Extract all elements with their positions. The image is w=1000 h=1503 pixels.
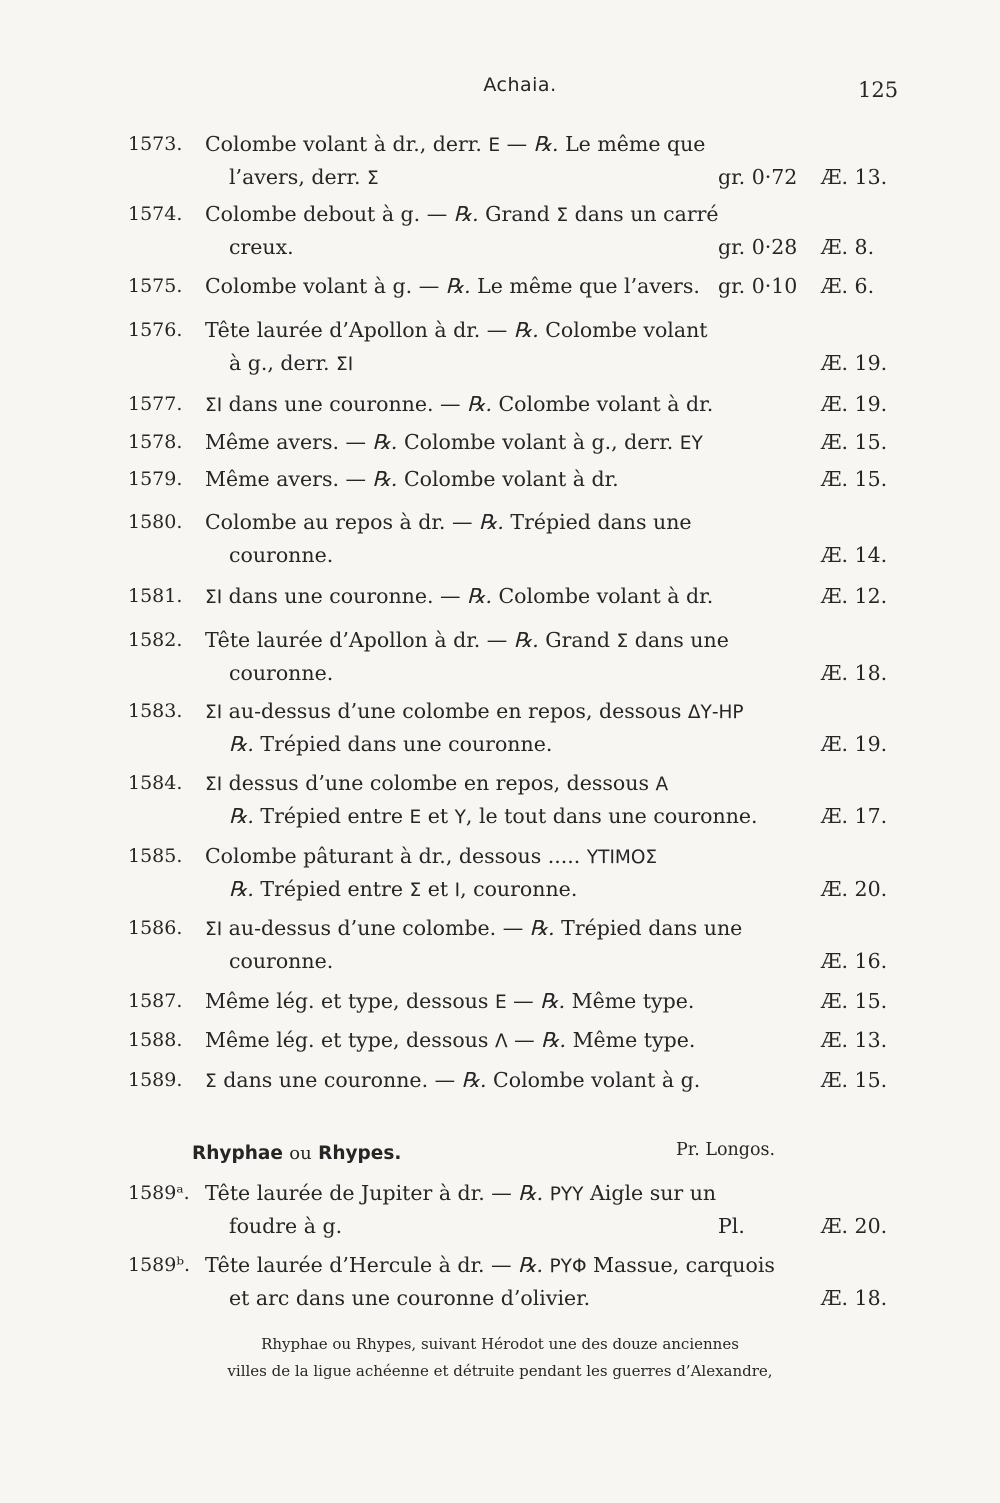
entry-description [205, 1024, 695, 1058]
description-text: dans une couronne. — [216, 1068, 462, 1092]
entry-number: 1581. [128, 585, 183, 607]
coin-metal-size: Æ. 15. [821, 467, 888, 491]
coin-metal-size: Æ. 6. [821, 274, 875, 298]
description-text: et [421, 877, 455, 901]
entry-line [0, 1210, 1000, 1243]
reverse-mark: ℞. [461, 1068, 487, 1092]
entry-line [0, 1282, 1000, 1315]
section-credit: Pr. Longos. [676, 1140, 776, 1160]
description-text: Colombe au repos à dr. — [205, 510, 479, 534]
entry-line [0, 728, 1000, 761]
coin-metal-size: Æ. 13. [821, 1028, 888, 1052]
catalogue-entry [0, 985, 1000, 1018]
greek-legend: Ι [454, 880, 461, 901]
entry-number: 1577. [128, 393, 183, 415]
catalogue-entry [0, 624, 1000, 690]
coin-metal-size: Æ. 12. [821, 584, 888, 608]
coin-metal-size: Æ. 20. [821, 877, 888, 901]
entry-line [0, 463, 1000, 496]
entry-description [205, 426, 703, 460]
coin-metal-size: Æ. 17. [821, 804, 888, 828]
greek-legend: Σ [409, 880, 422, 901]
entry-line [0, 800, 1000, 833]
catalogue-entry [0, 128, 1000, 194]
entry-description [205, 314, 708, 347]
entry-line [0, 1024, 1000, 1057]
description-text: dans une couronne. — [222, 392, 468, 416]
reverse-mark: ℞. [229, 804, 254, 828]
catalogue-entry [0, 840, 1000, 906]
description-text: Massue, carquois [586, 1253, 775, 1277]
greek-legend: Σ [616, 631, 629, 652]
entry-line [0, 873, 1000, 906]
entry-number: 1576. [128, 319, 183, 341]
greek-legend: Λ [494, 1031, 508, 1052]
description-text: Colombe volant à g. — [205, 274, 446, 298]
coin-metal-size: Æ. 8. [821, 235, 875, 259]
catalogue-entry [0, 314, 1000, 380]
description-text: Même lég. et type, dessous [205, 1028, 495, 1052]
description-text: Le même que [558, 132, 706, 156]
entry-number: 1587. [128, 990, 183, 1012]
footnote [150, 1331, 850, 1385]
entry-description [205, 388, 713, 422]
entry-description [229, 347, 353, 381]
entry-description [205, 985, 694, 1019]
greek-legend: Α [655, 774, 669, 795]
footnote-line: villes de la ligue achéenne et détruite pendant les guerres d’Alexandre, [227, 1362, 773, 1380]
description-text: Trépied dans une [503, 510, 692, 534]
greek-legend: ΡΥΥ [549, 1184, 584, 1205]
description-text: Même lég. et type, dessous [205, 989, 495, 1013]
greek-legend: ΣΙ [205, 395, 223, 416]
section-place-2: Rhypes. [318, 1143, 402, 1164]
entry-description [229, 800, 758, 834]
coin-weight: gr. 0·28 [718, 235, 798, 259]
description-text: dans un carré [568, 202, 719, 226]
entry-description [205, 463, 619, 496]
entry-number: 1589ᵇ. [128, 1254, 190, 1276]
entry-description [205, 580, 713, 614]
entry-number: 1574. [128, 203, 183, 225]
catalogue-entry [0, 426, 1000, 459]
coin-metal-size: Æ. 14. [821, 543, 888, 567]
entry-description [229, 873, 577, 907]
coin-metal-size: Æ. 20. [821, 1214, 888, 1238]
entry-line [0, 231, 1000, 264]
description-text: Colombe pâturant à dr., dessous ..... [205, 844, 587, 868]
greek-legend: Ε [494, 992, 507, 1013]
entry-line [0, 912, 1000, 945]
coin-metal-size: Æ. 15. [821, 430, 888, 454]
greek-legend: ΣΙ [336, 354, 354, 375]
entry-number: 1573. [128, 133, 183, 155]
entry-description [229, 1210, 342, 1243]
entry-description [205, 128, 705, 162]
description-text: Trépied entre [253, 877, 410, 901]
entry-line [0, 624, 1000, 657]
greek-legend: ΣΙ [205, 774, 223, 795]
greek-legend: Σ [205, 1071, 217, 1092]
entry-description [229, 657, 333, 690]
footnote-line: Rhyphae ou Rhypes, suivant Hérodot une des douze anciennes [261, 1335, 739, 1353]
entry-description [205, 1064, 700, 1098]
entry-line [0, 539, 1000, 572]
greek-legend: ΔΥ-ΗΡ [687, 702, 744, 723]
description-text: au-dessus d’une colombe. — [222, 916, 530, 940]
entry-description [205, 912, 742, 946]
description-text: Colombe volant à dr. [397, 467, 619, 491]
catalogue-entry [0, 270, 1000, 303]
entry-number: 1583. [128, 700, 183, 722]
entry-line [0, 506, 1000, 539]
entry-line [0, 985, 1000, 1018]
catalogue-entry [0, 198, 1000, 264]
description-text: au-dessus d’une colombe en repos, dessous [222, 699, 688, 723]
entry-number: 1584. [128, 772, 183, 794]
coin-weight: gr. 0·72 [718, 165, 798, 189]
entry-line [0, 840, 1000, 873]
coin-metal-size: Æ. 15. [821, 989, 888, 1013]
reverse-mark: ℞. [229, 877, 254, 901]
catalogue-entry [0, 463, 1000, 496]
entry-number: 1586. [128, 917, 183, 939]
reverse-mark: ℞. [453, 202, 479, 226]
coin-metal-size: Æ. 18. [821, 1286, 888, 1310]
coin-metal-size: Æ. 19. [821, 351, 888, 375]
entry-line [0, 198, 1000, 231]
description-text: Colombe volant à g. [486, 1068, 701, 1092]
greek-legend: Σ [367, 168, 379, 189]
entry-number: 1585. [128, 845, 183, 867]
description-text: Aigle sur un [583, 1181, 717, 1205]
entry-description [229, 161, 379, 195]
entry-description [205, 840, 657, 874]
entry-number: 1579. [128, 468, 183, 490]
entry-line [0, 945, 1000, 978]
description-text: — [500, 132, 534, 156]
catalogue-entry [0, 912, 1000, 978]
entry-line [0, 695, 1000, 728]
catalogue-entry [0, 1024, 1000, 1057]
coin-weight: gr. 0·10 [718, 274, 798, 298]
description-text: Colombe debout à g. — [205, 202, 454, 226]
reverse-mark: ℞. [529, 916, 555, 940]
greek-legend: Υ [454, 807, 466, 828]
reverse-mark: ℞. [513, 318, 539, 342]
entry-line [0, 657, 1000, 690]
greek-legend: ΣΙ [205, 587, 223, 608]
description-text: , couronne. [460, 877, 578, 901]
coin-weight: Pl. [718, 1214, 745, 1238]
reverse-mark: ℞. [467, 392, 492, 416]
description-text: Trépied dans une couronne. [253, 732, 553, 756]
entry-line [0, 1249, 1000, 1282]
description-text: Même avers. — [205, 430, 373, 454]
entry-description [229, 1282, 590, 1315]
greek-legend: E [488, 135, 501, 156]
entry-description [229, 231, 294, 264]
reverse-mark: ℞. [229, 732, 254, 756]
greek-legend: ΡΥΦ [549, 1256, 587, 1277]
description-text: Tête laurée de Jupiter à dr. — [205, 1181, 519, 1205]
entry-description [229, 539, 333, 572]
entry-number: 1578. [128, 431, 183, 453]
description-text: dans une [628, 628, 729, 652]
page-number: 125 [858, 78, 899, 102]
description-text: Trépied entre [253, 804, 410, 828]
catalogue-entry [0, 1064, 1000, 1097]
description-text: Colombe volant [538, 318, 708, 342]
description-text: à g., derr. [229, 351, 337, 375]
reverse-mark: ℞. [478, 510, 504, 534]
greek-legend: Σ [556, 205, 569, 226]
entry-description [205, 270, 700, 303]
description-text: Grand [478, 202, 557, 226]
description-text: Grand [538, 628, 617, 652]
entry-number: 1582. [128, 629, 183, 651]
entry-description [205, 198, 719, 232]
catalogue-entry [0, 580, 1000, 613]
reverse-mark: ℞. [467, 584, 492, 608]
reverse-mark: ℞. [518, 1253, 543, 1277]
greek-legend: ΕΥ [679, 433, 703, 454]
description-text: — [506, 989, 541, 1013]
description-text: Colombe volant à dr. [491, 392, 714, 416]
reverse-mark: ℞. [372, 467, 398, 491]
entry-number: 1588. [128, 1029, 183, 1051]
catalogue-entry [0, 767, 1000, 833]
description-text: l’avers, derr. [229, 165, 367, 189]
entry-line [0, 426, 1000, 459]
description-text: Colombe volant à dr., derr. [205, 132, 489, 156]
description-text: Colombe volant à g., derr. [397, 430, 680, 454]
section-heading [192, 1140, 792, 1164]
reverse-mark: ℞. [533, 132, 559, 156]
description-text: Même type. [565, 989, 695, 1013]
description-text: dessus d’une colombe en repos, dessous [222, 771, 656, 795]
catalogue-entry [0, 506, 1000, 572]
reverse-mark: ℞. [372, 430, 398, 454]
description-text: — [507, 1028, 542, 1052]
coin-metal-size: Æ. 19. [821, 392, 888, 416]
description-text: Trépied dans une [554, 916, 743, 940]
greek-legend: ΥΤΙΜΟΣ [586, 847, 658, 868]
entry-number: 1575. [128, 275, 183, 297]
coin-metal-size: Æ. 18. [821, 661, 888, 685]
reverse-mark: ℞. [513, 628, 539, 652]
greek-legend: ΣΙ [205, 702, 223, 723]
description-text: , le tout dans une couronne. [465, 804, 758, 828]
description-text: couronne. [229, 543, 334, 567]
reverse-mark: ℞. [540, 989, 566, 1013]
description-text: Colombe volant à dr. [491, 584, 714, 608]
entry-line [0, 128, 1000, 161]
coin-metal-size: Æ. 19. [821, 732, 888, 756]
entry-number: 1589. [128, 1069, 183, 1091]
description-text: Le même que l’avers. [470, 274, 700, 298]
description-text: Même avers. — [205, 467, 373, 491]
coin-metal-size: Æ. 13. [821, 165, 888, 189]
description-text: Tête laurée d’Hercule à dr. — [205, 1253, 519, 1277]
description-text: couronne. [229, 949, 334, 973]
section-connector: ou [289, 1143, 312, 1164]
entry-line [0, 1064, 1000, 1097]
description-text: foudre à g. [229, 1214, 343, 1238]
description-text: Même type. [566, 1028, 696, 1052]
entry-line [0, 1177, 1000, 1210]
catalogue-entry [0, 1177, 1000, 1243]
entry-number: 1580. [128, 511, 183, 533]
reverse-mark: ℞. [541, 1028, 567, 1052]
entry-line [0, 270, 1000, 303]
entry-description [205, 1249, 775, 1283]
entry-description [205, 767, 668, 801]
description-text: Tête laurée d’Apollon à dr. — [205, 318, 514, 342]
entry-line [0, 580, 1000, 613]
reverse-mark: ℞. [445, 274, 471, 298]
catalogue-entry [0, 695, 1000, 761]
entry-line [0, 767, 1000, 800]
entry-description [229, 945, 333, 978]
greek-legend: Ε [409, 807, 422, 828]
entry-description [229, 728, 552, 761]
description-text: et arc dans une couronne d’olivier. [229, 1286, 591, 1310]
catalogue-entry [0, 1249, 1000, 1315]
entry-description [205, 1177, 716, 1211]
entry-line [0, 347, 1000, 380]
coin-metal-size: Æ. 16. [821, 949, 888, 973]
description-text: Tête laurée d’Apollon à dr. — [205, 628, 514, 652]
entry-line [0, 314, 1000, 347]
coin-metal-size: Æ. 15. [821, 1068, 888, 1092]
description-text: couronne. [229, 661, 334, 685]
entry-description [205, 624, 729, 658]
running-title: Achaia. [483, 74, 557, 96]
description-text: creux. [229, 235, 294, 259]
catalogue-entry [0, 388, 1000, 421]
greek-legend: ΣΙ [205, 919, 223, 940]
entry-line [0, 161, 1000, 194]
description-text: dans une couronne. — [222, 584, 468, 608]
entry-description [205, 695, 744, 729]
description-text: et [421, 804, 455, 828]
entry-number: 1589ᵃ. [128, 1182, 190, 1204]
entry-description [205, 506, 692, 539]
reverse-mark: ℞. [518, 1181, 544, 1205]
section-place-1: Rhyphae [192, 1143, 283, 1164]
entry-line [0, 388, 1000, 421]
